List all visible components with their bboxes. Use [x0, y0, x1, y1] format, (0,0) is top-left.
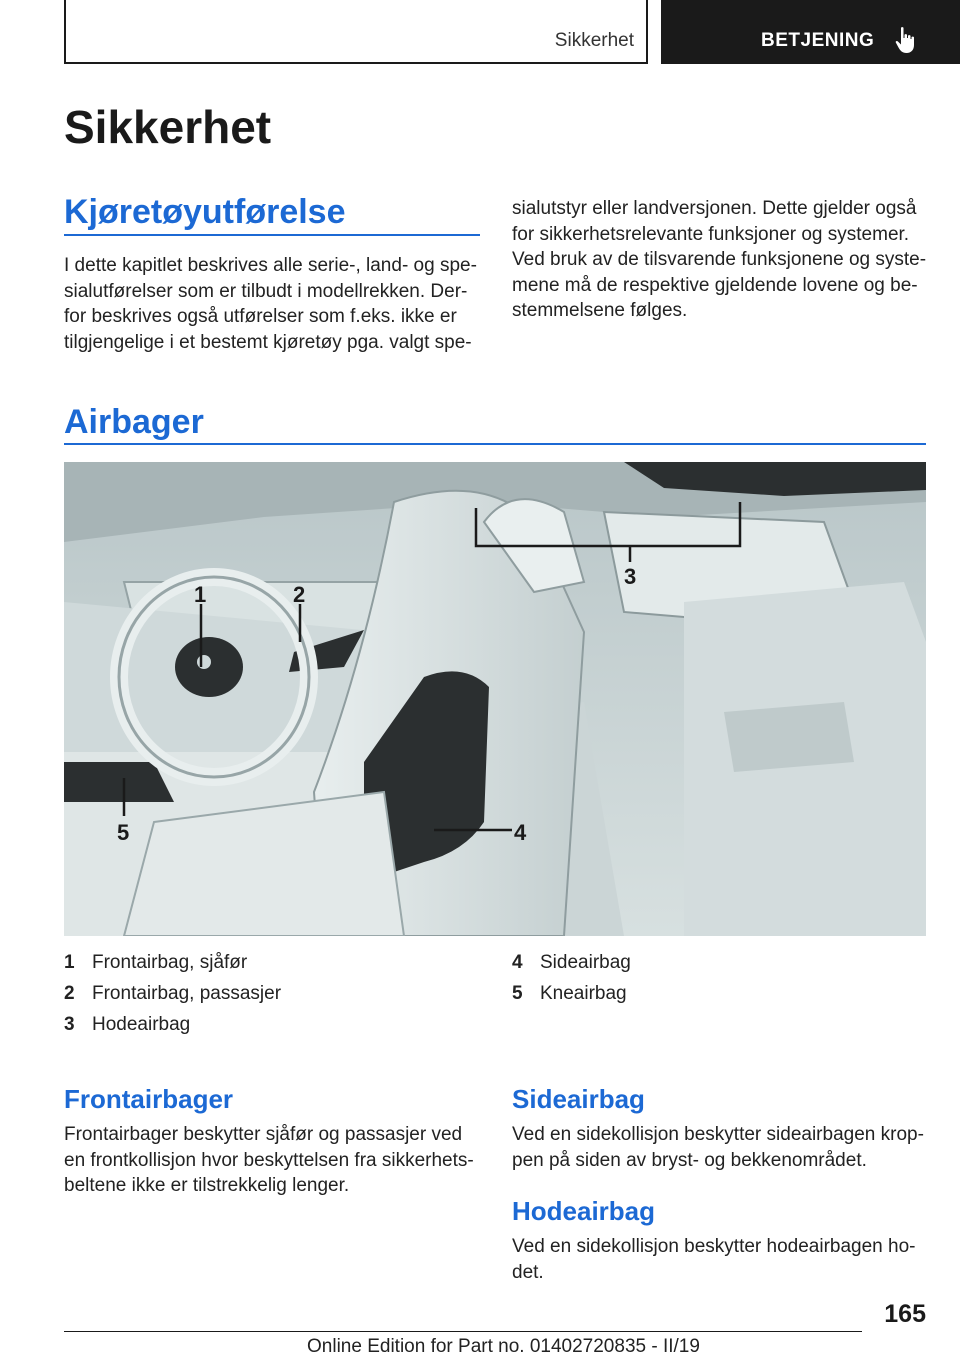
legend-number: 1 [64, 952, 75, 973]
legend-label: Sideairbag [540, 952, 631, 973]
text-line: beltene ikke er tilstrekkelig lenger. [64, 1175, 350, 1196]
text-line: I dette kapitlet beskrives alle serie-, land- og spe- [64, 255, 477, 276]
side-airbag-text [512, 1122, 942, 1173]
vehicle-design-text-left [64, 253, 484, 355]
subheading-front-airbags: Frontairbager [64, 1084, 234, 1114]
page-title: Sikkerhet [64, 101, 272, 153]
legend-item [64, 947, 281, 978]
car-interior-illustration [64, 462, 926, 936]
subheading-head-airbag: Hodeairbag [512, 1196, 656, 1226]
text-line: en frontkollisjon hvor beskyttelsen fra sikkerhets- [64, 1149, 474, 1171]
legend-left [64, 947, 281, 1040]
legend-item [512, 947, 631, 978]
header-chapter-label: BETJENING [761, 30, 875, 51]
legend-item [64, 1009, 281, 1040]
pointing-hand-icon [894, 26, 920, 54]
legend-label: Frontairbag, sjåfør [92, 952, 248, 973]
text-line: stemmelsene følges. [512, 300, 688, 321]
legend-number: 5 [512, 983, 523, 1004]
legend-label: Kneairbag [540, 983, 627, 1004]
text-line: for sikkerhetsrelevante funksjoner og systemer. [512, 223, 910, 245]
text-line: for beskrives også utførelser som f.eks. ikke er [64, 306, 457, 327]
text-line: Ved en sidekollisjon beskytter hodeairbagen ho- [512, 1236, 916, 1257]
text-line: mene må de respektive gjeldende lovene og be- [512, 274, 918, 296]
text-line: sialutstyr eller landversjonen. Dette gjelder også [512, 198, 917, 219]
heading-rule [64, 443, 926, 445]
callout-5: 5 [117, 820, 130, 845]
callout-3: 3 [624, 564, 637, 589]
legend-item [512, 978, 631, 1009]
text-line: Ved bruk av de tilsvarende funksjonene og syste- [512, 249, 927, 270]
front-airbags-text [64, 1122, 504, 1199]
legend-right [512, 947, 631, 1009]
head-airbag-text [512, 1234, 942, 1285]
legend-number: 3 [64, 1014, 75, 1035]
section-heading-airbags: Airbager [64, 403, 204, 441]
legend-label: Hodeairbag [92, 1014, 191, 1035]
heading-rule [64, 234, 480, 236]
footer-edition: Online Edition for Part no. 01402720835 - II/19 [307, 1336, 700, 1357]
vehicle-design-text-right [512, 196, 932, 324]
legend-item [64, 978, 281, 1009]
footer-rule [64, 1331, 862, 1332]
subheading-side-airbag: Sideairbag [512, 1084, 645, 1114]
callout-4: 4 [514, 820, 527, 845]
text-line: det. [512, 1261, 544, 1283]
callout-1: 1 [194, 582, 207, 607]
text-line: Ved en sidekollisjon beskytter sideairbagen krop- [512, 1124, 924, 1145]
airbag-diagram [64, 462, 926, 936]
text-line: sialutførelser som er tilbudt i modellrekken. Der- [64, 280, 468, 302]
header-section-label: Sikkerhet [554, 30, 634, 51]
page-number: 165 [884, 1300, 926, 1328]
legend-label: Frontairbag, passasjer [92, 983, 282, 1004]
section-heading-vehicle-design: Kjøretøyutførelse [64, 193, 346, 231]
legend-number: 4 [512, 952, 523, 973]
text-line: tilgjengelige i et bestemt kjøretøy pga. valgt spe- [64, 331, 472, 353]
text-line: pen på siden av bryst- og bekkenområdet. [512, 1149, 867, 1171]
header-section-tab [64, 0, 648, 64]
callout-2: 2 [293, 582, 306, 607]
text-line: Frontairbager beskytter sjåfør og passasjer ved [64, 1124, 463, 1145]
legend-number: 2 [64, 983, 75, 1004]
